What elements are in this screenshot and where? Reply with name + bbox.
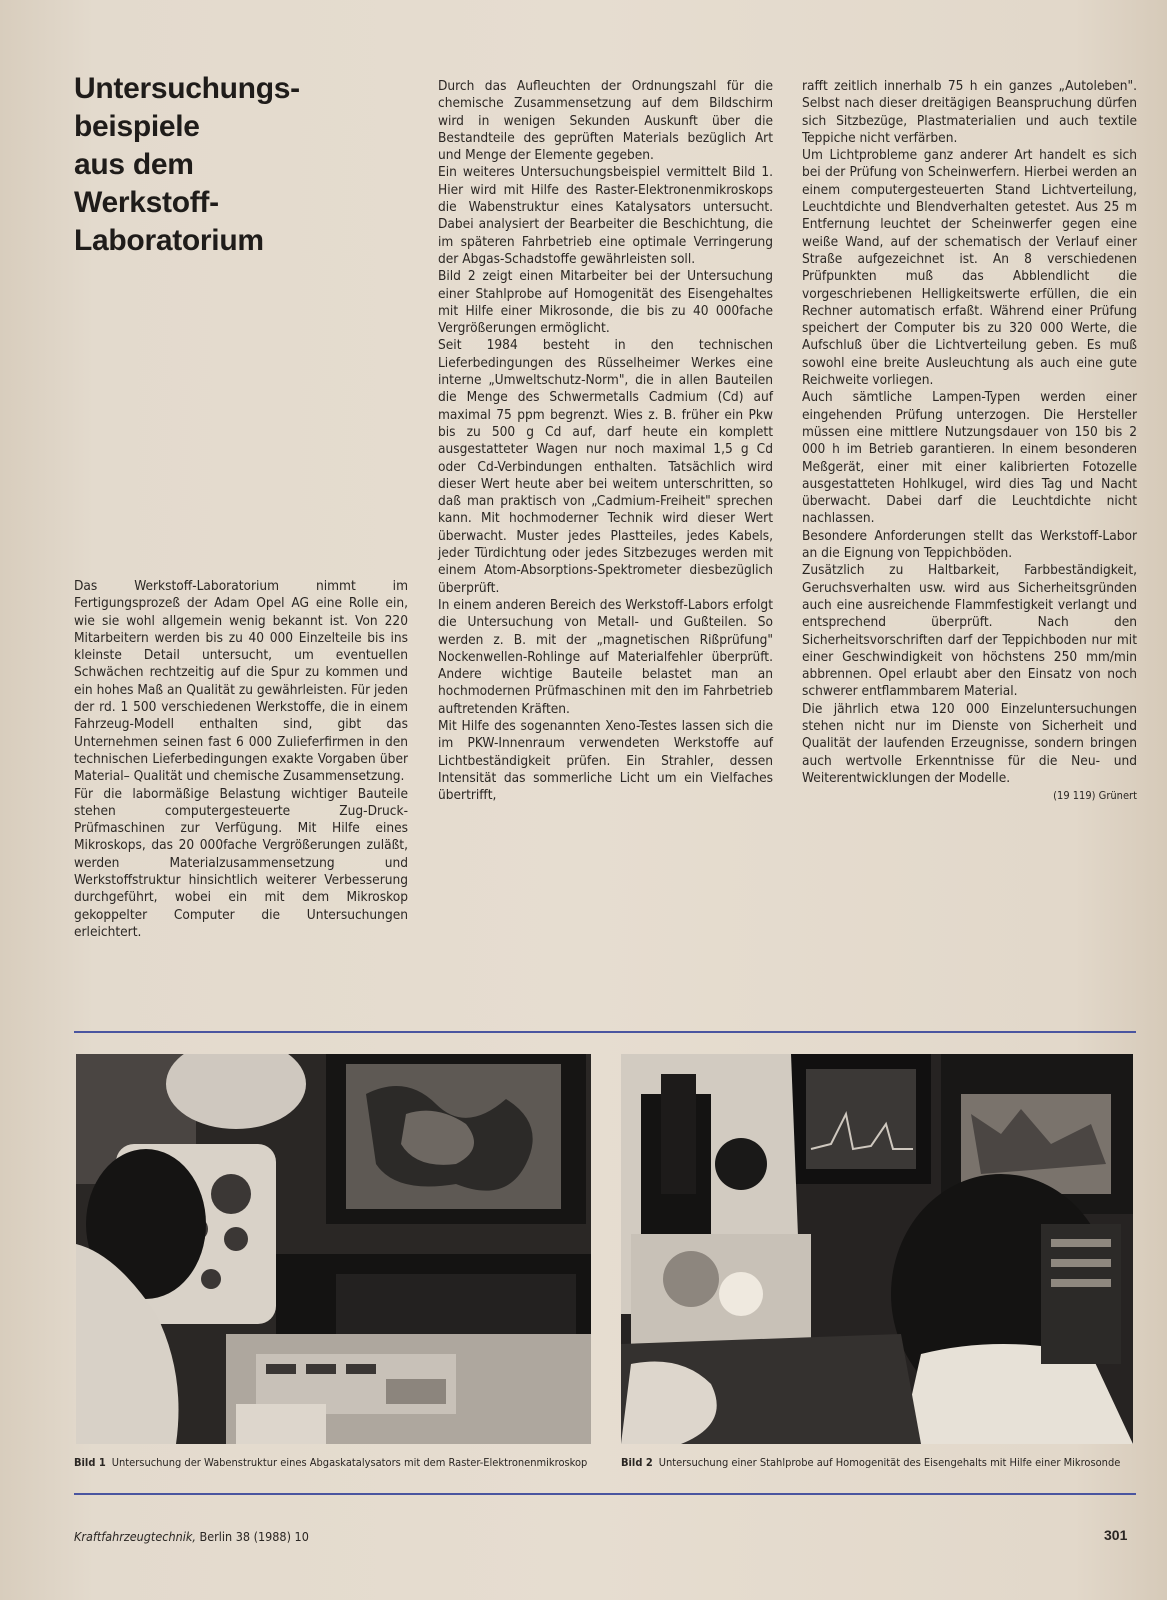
figure-label: Bild 1 [74, 1456, 106, 1469]
paragraph: Auch sämtliche Lampen-Typen werden einer eingehenden Prüfung unterzogen. Die Hersteller müssen eine mittlere Nutzungsdauer von 150 bis 2 000 h im Betrieb garantieren. In einem besonderen Meßgerät, einer mit einer kalibrierten Fotozelle ausgestatteten Hohlkugel, wird dies Tag und Nacht überwacht. Dabei darf die Leuchtdichte nicht nachlassen. [802, 389, 1137, 527]
photo-electron-microscope [76, 1054, 591, 1444]
signature-name: Grünert [1098, 789, 1137, 803]
journal-name: Kraftfahrzeugtechnik, [74, 1529, 196, 1544]
paragraph: Durch das Aufleuchten der Ordnungszahl für die chemische Zusammensetzung auf dem Bildschirm wird in wenigen Sekunden Auskunft über die Bestandteile des geprüften Materials bezüglich Art und Menge der Elemente gegeben. [438, 78, 773, 164]
title-line: Untersuchungs- [74, 72, 300, 105]
paragraph: Ein weiteres Untersuchungsbeispiel vermittelt Bild 1. Hier wird mit Hilfe des Raster-Elektronenmikroskops die Wabenstruktur eines Katalysators untersucht. Dabei analysiert der Bearbeiter die Beschichtung, die im späteren Fahrbetrieb eine optimale Verringerung der Abgas-Schadstoffe gewährleisten soll. [438, 164, 773, 267]
figure-label: Bild 2 [621, 1456, 653, 1469]
divider-rule-top [74, 1031, 1136, 1033]
paragraph: Für die labormäßige Belastung wichtiger Bauteile stehen computergesteuerte Zug-Druck-Prüfmaschinen zur Verfügung. Mit Hilfe eines Mikroskops, das 20 000fache Vergrößerungen zuläßt, werden Materialzusammensetzung und Werkstoffstruktur hinsichtlich weiterer Verbesserung durchgeführt, wobei ein mit dem Mikroskop gekoppelter Computer die Untersuchungen erleichtert. [74, 785, 408, 940]
author-signature [802, 787, 1137, 804]
paragraph: Die jährlich etwa 120 000 Einzeluntersuchungen stehen nicht nur im Dienste von Sicherheit und Qualität der laufenden Erzeugnisse, sondern bringen auch wertvolle Erkenntnisse für die Neu- und Weiterentwicklungen der Modelle. [802, 700, 1137, 786]
paragraph: Seit 1984 besteht in den technischen Lieferbedingungen des Rüsselheimer Werkes eine interne „Umweltschutz-Norm", die in allen Bauteilen die Menge des Schwermetalls Cadmium (Cd) auf maximal 75 ppm begrenzt. Wies z. B. früher ein Pkw bis zu 500 g Cd auf, darf heute ein komplett ausgestatteter Wagen nur noch maximal 1,5 g Cd oder Cd-Verbindungen enthalten. Tatsächlich wird dieser Wert heute aber bei weitem unterschritten, so daß man praktisch von „Cadmium-Freiheit" sprechen kann. Mit hochmoderner Technik wird dieser Wert überwacht. Muster jedes Plastteiles, jedes Kabels, jeder Türdichtung oder jedes Sitzbezuges werden mit einem Atom-Absorptions-Spektrometer diesbezüglich überprüft. [438, 337, 773, 596]
photo-microprobe [621, 1054, 1133, 1444]
paragraph: Um Lichtprobleme ganz anderer Art handelt es sich bei der Prüfung von Scheinwerfern. Hierbei werden an einem computergesteuerten Stand Lichtverteilung, Leuchtdichte und Blendverhalten getestet. Aus 25 m Entfernung leuchtet der Scheinwerfer gegen eine weiße Wand, auf der schematisch der Verlauf einer Straße aufgezeichnet ist. An 8 verschiedenen Prüfpunkten muß das Abblendlicht die vorgeschriebenen Helligkeitswerte erfüllen, die ein Rechner automatisch erfaßt. Während einer Prüfung speichert der Computer bis zu 320 000 Werte, die Aufschluß über die Lichtverteilung geben. Es muß sowohl eine breite Ausleuchtung als auch eine gute Reichweite vorliegen. [802, 147, 1137, 389]
figure-caption-text: Untersuchung der Wabenstruktur eines Abgaskatalysators mit dem Raster-Elektronenmikroskop [111, 1456, 588, 1469]
paragraph: Besondere Anforderungen stellt das Werkstoff-Labor an die Eignung von Teppichböden. [802, 527, 1137, 562]
title-line: Laboratorium [74, 224, 264, 257]
figure-caption-text: Untersuchung einer Stahlprobe auf Homogenität des Eisengehalts mit Hilfe einer Mikrosonde [658, 1456, 1121, 1469]
divider-rule-bottom [74, 1493, 1136, 1495]
text-column-1 [74, 578, 408, 941]
page-number: 301 [1104, 1527, 1128, 1543]
figure-caption-2 [621, 1455, 1136, 1470]
journal-reference [74, 1529, 309, 1544]
title-line: Werkstoff- [74, 186, 219, 219]
title-line: beispiele [74, 110, 200, 143]
signature-code: (19 119) [1053, 789, 1096, 803]
paragraph: Mit Hilfe des sogenannten Xeno-Testes lassen sich die im PKW-Innenraum verwendeten Werkstoffe auf Lichtbeständigkeit prüfen. Ein Strahler, dessen Intensität das sommerliche Licht um ein Vielfaches übertrifft, [438, 717, 773, 804]
figure-caption-1 [74, 1455, 594, 1470]
title-line: aus dem [74, 148, 194, 181]
paragraph: Zusätzlich zu Haltbarkeit, Farbbeständigkeit, Geruchsverhalten usw. wird aus Sicherheitsgründen auch eine ausreichende Flammfestigkeit verlangt und entsprechend überprüft. Nach den Sicherheitsvorschriften darf der Teppichboden nur mit einer Geschwindigkeit von höchstens 250 mm/min abbrennen. Opel erlaubt aber den Einsatz von noch schwerer entflammbarem Material. [802, 562, 1137, 700]
paragraph: In einem anderen Bereich des Werkstoff-Labors erfolgt die Untersuchung von Metall- und Gußteilen. So werden z. B. mit der „magnetischen Rißprüfung" Nockenwellen-Rohlinge auf Materialfehler überprüft. Andere wichtige Bauteile belastet man an hochmodernen Prüfmaschinen mit den im Fahrbetrieb auftretenden Kräften. [438, 596, 773, 717]
text-column-2 [438, 78, 773, 804]
journal-issue: Berlin 38 (1988) 10 [199, 1529, 309, 1544]
paragraph: rafft zeitlich innerhalb 75 h ein ganzes „Autoleben". Selbst nach dieser dreitägigen Beanspruchung dürfen sich Sitzbezüge, Plastmaterialien und auch textile Teppiche nicht verfärben. [802, 78, 1137, 146]
article-title [74, 70, 404, 260]
text-column-3 [802, 78, 1137, 804]
paragraph: Das Werkstoff-Laboratorium nimmt im Fertigungsprozeß der Adam Opel AG eine Rolle ein, wie sie wohl allgemein wenig bekannt ist. Von 220 Mitarbeitern werden bis zu 40 000 Einzelteile bis ins kleinste Detail untersucht, um eventuellen Schwächen rechtzeitig auf die Spur zu kommen und ein hohes Maß an Qualität zu gewährleisten. Für jeden der rd. 1 500 verschiedenen Werkstoffe, die in einem Fahrzeug-Modell enthalten sind, gibt das Unternehmen seinen fast 6 000 Zulieferfirmen in den technischen Lieferbedingungen exakte Vorgaben über Material– Qualität und chemische Zusammensetzung. [74, 578, 408, 785]
paragraph: Bild 2 zeigt einen Mitarbeiter bei der Untersuchung einer Stahlprobe auf Homogenität des Eisengehaltes mit Hilfe einer Mikrosonde, die bis zu 40 000fache Vergrößerungen ermöglicht. [438, 268, 773, 337]
